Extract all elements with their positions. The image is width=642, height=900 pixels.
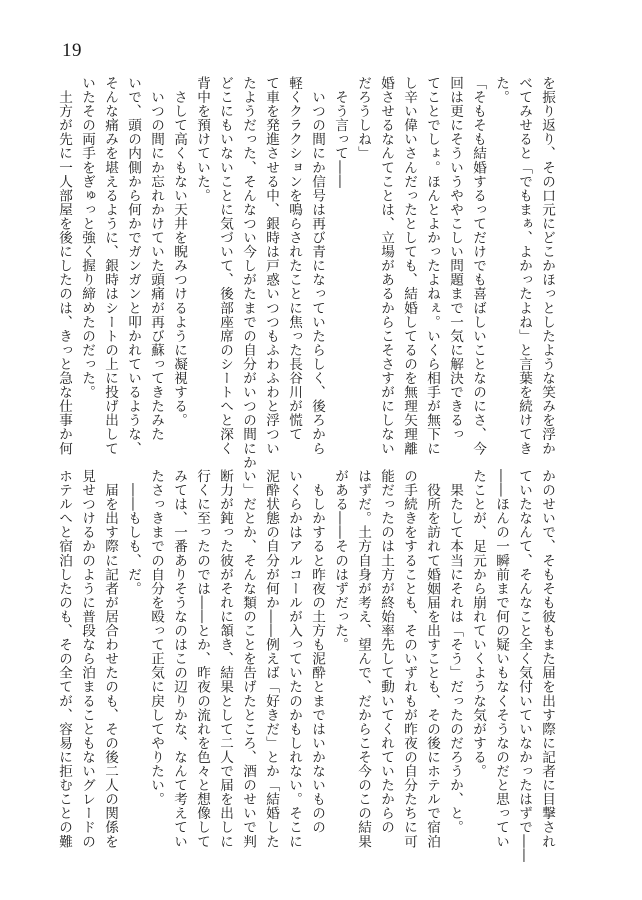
text-line: ――もしも、だ。	[125, 469, 141, 596]
text-line: い」だとか、そんな類のことを告げたところ、酒のせいで判	[240, 469, 256, 849]
text-line: 役所を訪れて婚姻届を出すことも、その後にホテルで宿泊	[424, 469, 440, 849]
text-line: 能だったのは土方が終始率先して動いてくれていたからの	[378, 469, 394, 835]
text-line: 土方が先に一人部屋を後にしたのは、きっと急な仕事か何	[56, 76, 72, 456]
text-line: がある――そのはずだった。	[332, 469, 348, 652]
text-line: いつの間にか忘れかけていた頭痛が再び蘇ってきたみた	[148, 76, 164, 442]
text-line: そう言って――	[332, 76, 348, 189]
text-line: 婚させるなんてことは、立場があるからこそさすがにしない	[378, 76, 394, 456]
text-line: ていたなんて、そんなこと全く気付いていなかったはずで――	[516, 469, 532, 863]
text-line: もしかすると昨夜の土方も泥酔とまではいかないものの	[309, 469, 325, 835]
page-number: 19	[62, 40, 82, 61]
text-line: て車を発進させる中、銀時は戸惑いつつもふわふわと浮つい	[263, 76, 279, 456]
text-line: 断力が鈍った彼がそれに頷き、結果として二人で届を出しに	[217, 469, 233, 849]
text-line: はずだ。土方自身が考え、望んで、だからこそ今のこの結果	[355, 469, 371, 849]
upper-text-block	[56, 76, 558, 470]
text-line: いで、頭の内側から何かでガンガンと叩かれているような、	[125, 76, 141, 456]
text-line: 届を出す際に記者が居合わせたのも、その後二人の関係を	[102, 469, 118, 849]
text-line: そんな痛みを堪えるように、銀時はシートの上に投げ出して	[102, 76, 118, 456]
text-line: べてみせると「でもまぁ、よかったよね」と言葉を続けてき	[516, 76, 532, 456]
text-line: の手続きをすることも、そのいずれもが昨夜の自分たちに可	[401, 469, 417, 849]
text-line: てことでしょ。ほんとよかったよねぇ。いくら相手が無下に	[424, 76, 440, 456]
text-line: 行くに至ったのでは――とか、昨夜の流れを色々と想像して	[194, 469, 210, 849]
text-line: し辛い偉いさんだったとしても、結婚してるのを無理矢理離	[401, 76, 417, 456]
text-line: いつの間にか信号は再び青になっていたらしく、後ろから	[309, 76, 325, 456]
text-line: たさっきまでの自分を殴って正気に戻してやりたい。	[148, 469, 164, 807]
text-line: いたその両手をぎゅっと強く握り締めたのだった。	[79, 76, 95, 400]
text-line: だろうしね」	[355, 76, 371, 161]
text-line: どこにもいないことに気づいて、後部座席のシートへと深く	[217, 76, 233, 456]
text-line: 果たして本当にそれは「そう」だったのだろうか、と。	[447, 469, 463, 835]
text-line: たようだった、そんなつい今しがたまでの自分がいつの間にか	[240, 76, 256, 470]
text-line: を振り返り、その口元にどこかほっとしたような笑みを浮か	[539, 76, 555, 456]
text-line: さして高くもない天井を睨みつけるように凝視する。	[171, 76, 187, 428]
text-line: 軽くクラクションを鳴らされたことに焦った長谷川が慌て	[286, 76, 302, 442]
text-line: みては、一番ありそうなのはこの辺りかな、なんて考えてい	[171, 469, 187, 849]
text-line: いくらかはアルコールが入っていたのかもしれない。そこに	[286, 469, 302, 849]
text-line: ホテルへと宿泊したのも、その全てが、容易に拒むことの難	[56, 469, 72, 849]
text-line: 背中を預けていた。	[194, 76, 210, 203]
text-line: 「そもそも結婚するってだけでも喜ばしいことなのにさ、今	[470, 76, 486, 456]
text-line: た。	[493, 76, 509, 105]
lower-text-block	[56, 469, 558, 863]
text-line: ――ほんの一瞬前まで何の疑いもなくそうなのだと思ってい	[493, 469, 509, 849]
text-line: 回は更にそういうややこしい問題まで一気に解決できるっ	[447, 76, 463, 442]
text-line: 泥酔状態の自分が何か――例えば「好きだ」とか「結婚した	[263, 469, 279, 849]
text-line: かのせいで、そもそも彼もまた届を出す際に記者に目撃され	[539, 469, 555, 849]
text-line: 見せつけるかのように普段なら泊まることもないグレードの	[79, 469, 95, 849]
text-line: たことが、足元から崩れていくような気がする。	[470, 469, 486, 779]
